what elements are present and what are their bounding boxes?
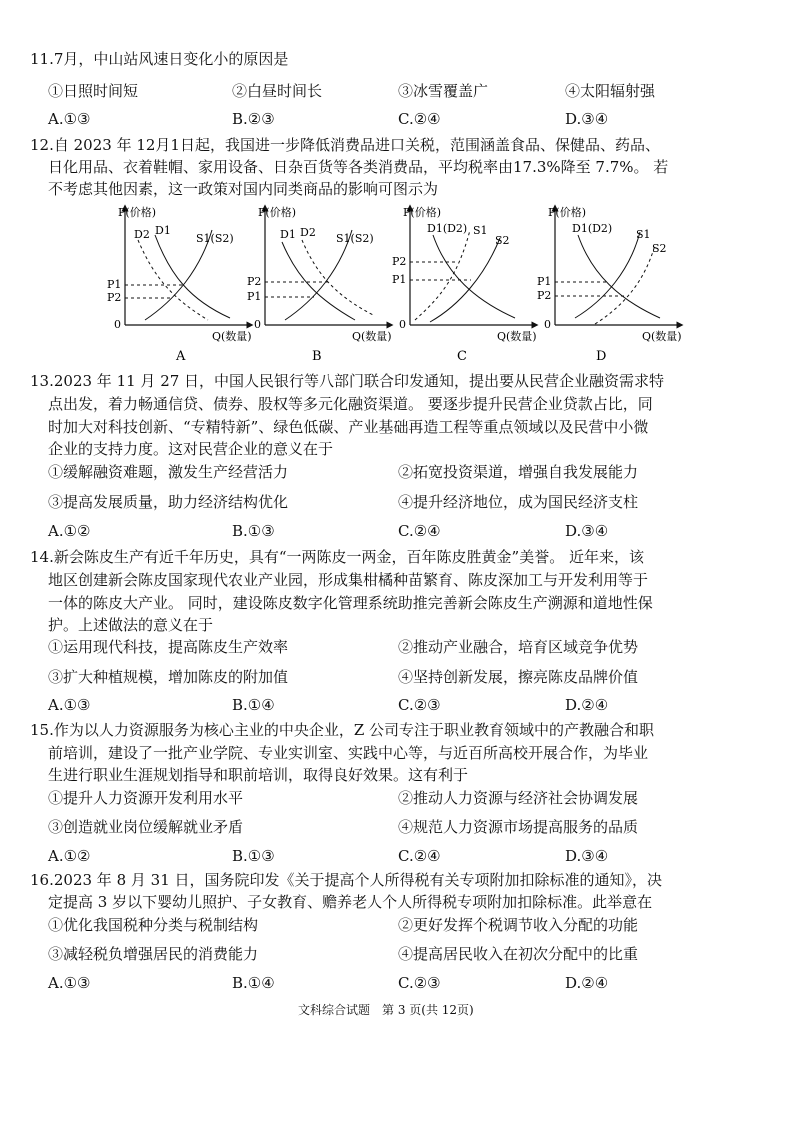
graph-c-label-d: D1(D2) — [427, 222, 468, 235]
graph-d-s2-curve — [595, 245, 655, 324]
q15-answer-b: B.①③ — [232, 847, 275, 865]
q16-option-2: ②更好发挥个税调节收入分配的功能 — [398, 916, 639, 934]
graph-c — [385, 200, 545, 365]
graph-b-label-s: S1(S2) — [336, 232, 374, 245]
q11-answer-d: D.③④ — [565, 110, 609, 128]
q13-option-4: ④提升经济地位，成为国民经济支柱 — [398, 493, 639, 511]
q16-option-3: ③减轻税负增强居民的消费能力 — [48, 945, 259, 963]
q11-answer-b: B.②③ — [232, 110, 275, 128]
q11-option-4: ④太阳辐射强 — [565, 82, 656, 100]
q14-line-1: 14.新会陈皮生产有近千年历史，具有“一两陈皮一两金，百年陈皮胜黄金”美誉。 近年来，该 — [30, 548, 644, 566]
graph-b-label-d2: D2 — [300, 226, 316, 239]
q13-line-3: 时加大对科技创新、“专精特新”、绿色低碳、产业基础再造工程等重点领域以及民营中小微 — [48, 418, 649, 436]
graph-b-d2-curve — [302, 240, 375, 316]
graph-c-origin: 0 — [399, 318, 406, 331]
q16-line-2: 定提高 3 岁以下婴幼儿照护、子女教育、赡养老人个人所得税专项附加扣除标准。此举意在 — [48, 893, 653, 911]
graph-c-d-curve — [433, 235, 515, 318]
q16-line-1: 16.2023 年 8 月 31 日，国务院印发《关于提高个人所得税有关专项附加扣除标准的通知》，决 — [30, 871, 663, 889]
graph-d-label-s1: S1 — [636, 228, 651, 241]
q15-answer-d: D.③④ — [565, 847, 609, 865]
q15-line-1: 15.作为以人力资源服务为核心主业的中央企业，Z 公司专注于职业教育领域中的产教融合和职 — [30, 721, 655, 739]
graph-d-label-s2: S2 — [652, 242, 667, 255]
q13-answer-a: A.①② — [48, 522, 91, 540]
graph-a — [100, 200, 260, 365]
q16-answer-b: B.①④ — [232, 974, 275, 992]
q13-line-4: 企业的支持力度。这对民营企业的意义在于 — [48, 440, 334, 458]
q13-line-2: 点出发，着力畅通信贷、债券、股权等多元化融资渠道。 要逐步提升民营企业贷款占比，同 — [48, 395, 653, 413]
graph-d-origin: 0 — [544, 318, 551, 331]
q13-answer-d: D.③④ — [565, 522, 609, 540]
graph-d-s1-curve — [575, 232, 640, 318]
q15-answer-a: A.①② — [48, 847, 91, 865]
page-footer: 文科综合试题 第 3 页(共 12页) — [298, 1003, 474, 1017]
q13-option-2: ②拓宽投资渠道，增强自我发展能力 — [398, 463, 639, 481]
q11-answer-a: A.①③ — [48, 110, 91, 128]
graph-c-label-s1: S1 — [473, 224, 488, 237]
graph-b-p2: P2 — [247, 275, 262, 288]
q15-answer-c: C.②④ — [398, 847, 441, 865]
q13-option-1: ①缓解融资难题，激发生产经营活力 — [48, 463, 289, 481]
graph-a-label-d1: D1 — [155, 224, 171, 237]
graph-d-caption: D — [596, 349, 607, 364]
graph-c-caption: C — [457, 349, 467, 364]
q12-line-2: 日化用品、衣着鞋帽、家用设备、日杂百货等各类消费品，平均税率由17.3%降至 7.7%。 若 — [48, 158, 669, 176]
q14-answer-b: B.①④ — [232, 696, 275, 714]
graph-d-x-label: Q(数量) — [642, 330, 682, 343]
q14-line-4: 护。上述做法的意义在于 — [48, 616, 214, 634]
q15-option-1: ①提升人力资源开发利用水平 — [48, 789, 244, 807]
q15-option-4: ④规范人力资源市场提高服务的品质 — [398, 818, 639, 836]
graph-d-p1: P1 — [537, 275, 552, 288]
q13-answer-c: C.②④ — [398, 522, 441, 540]
q11-option-2: ②白昼时间长 — [232, 82, 323, 100]
q12-line-1: 12.自 2023 年 12月1日起，我国进一步降低消费品进口关税，范围涵盖食品、保健品、药品、 — [30, 136, 660, 154]
q14-line-3: 一体的陈皮大产业。 同时，建设陈皮数字化管理系统助推完善新会陈皮生产溯源和道地性保 — [48, 594, 653, 612]
graph-b-label-d1: D1 — [280, 228, 296, 241]
q13-line-1: 13.2023 年 11 月 27 日，中国人民银行等八部门联合印发通知，提出要从民营企业融资需求特 — [30, 372, 665, 390]
graph-a-label-s: S1(S2) — [196, 232, 234, 245]
graph-b-caption: B — [312, 349, 322, 364]
graph-d — [530, 200, 690, 365]
q11-answer-c: C.②④ — [398, 110, 441, 128]
q11-stem: 11.7月，中山站风速日变化小的原因是 — [30, 50, 289, 68]
q14-option-1: ①运用现代科技，提高陈皮生产效率 — [48, 638, 289, 656]
graph-b-p1: P1 — [247, 290, 262, 303]
graph-a-label-d2: D2 — [134, 228, 150, 241]
q14-line-2: 地区创建新会陈皮国家现代农业产业园，形成集柑橘种苗繁育、陈皮深加工与开发利用等于 — [48, 571, 649, 589]
q15-line-2: 前培训，建设了一批产业学院、专业实训室、实践中心等，与近百所高校开展合作，为毕业 — [48, 744, 649, 762]
q16-option-1: ①优化我国税种分类与税制结构 — [48, 916, 259, 934]
graph-a-d2-curve — [138, 240, 208, 320]
graph-a-d1-curve — [155, 235, 230, 318]
q14-answer-a: A.①③ — [48, 696, 91, 714]
q15-option-3: ③创造就业岗位缓解就业矛盾 — [48, 818, 244, 836]
q14-answer-d: D.②④ — [565, 696, 609, 714]
graph-a-p1: P1 — [107, 278, 122, 291]
graph-a-y-label: P(价格) — [118, 206, 156, 219]
q16-answer-d: D.②④ — [565, 974, 609, 992]
graph-c-label-s2: S2 — [495, 234, 510, 247]
q11-option-1: ①日照时间短 — [48, 82, 139, 100]
graph-b-d1-curve — [282, 242, 355, 320]
graph-c-s1-curve — [415, 230, 470, 320]
q13-answer-b: B.①③ — [232, 522, 275, 540]
graph-c-x-label: Q(数量) — [497, 330, 537, 343]
q16-option-4: ④提高居民收入在初次分配中的比重 — [398, 945, 639, 963]
q13-option-3: ③提高发展质量，助力经济结构优化 — [48, 493, 289, 511]
graph-d-p2: P2 — [537, 289, 552, 302]
q16-answer-a: A.①③ — [48, 974, 91, 992]
q16-answer-c: C.②③ — [398, 974, 441, 992]
q15-option-2: ②推动人力资源与经济社会协调发展 — [398, 789, 639, 807]
q15-line-3: 生进行职业生涯规划指导和职前培训，取得良好效果。这有利于 — [48, 766, 469, 784]
graph-c-p2: P2 — [392, 255, 407, 268]
q14-option-4: ④坚持创新发展，擦亮陈皮品牌价值 — [398, 668, 639, 686]
q14-option-2: ②推动产业融合，培育区域竞争优势 — [398, 638, 639, 656]
graph-d-y-label: P(价格) — [548, 206, 586, 219]
graph-a-caption: A — [176, 349, 186, 364]
graph-b-x-label: Q(数量) — [352, 330, 392, 343]
graph-b-y-label: P(价格) — [258, 206, 296, 219]
graph-a-origin: 0 — [114, 318, 121, 331]
q14-option-3: ③扩大种植规模，增加陈皮的附加值 — [48, 668, 289, 686]
q11-option-3: ③冰雪覆盖广 — [398, 82, 489, 100]
graph-a-x-label: Q(数量) — [212, 330, 252, 343]
graph-b-origin: 0 — [254, 318, 261, 331]
q14-answer-c: C.②③ — [398, 696, 441, 714]
graph-a-p2: P2 — [107, 291, 122, 304]
q12-line-3: 不考虑其他因素，这一政策对国内同类商品的影响可图示为 — [48, 180, 439, 198]
graph-c-y-label: P(价格) — [403, 206, 441, 219]
graph-c-p1: P1 — [392, 273, 407, 286]
graph-b — [240, 200, 400, 365]
graph-d-label-d: D1(D2) — [572, 222, 613, 235]
